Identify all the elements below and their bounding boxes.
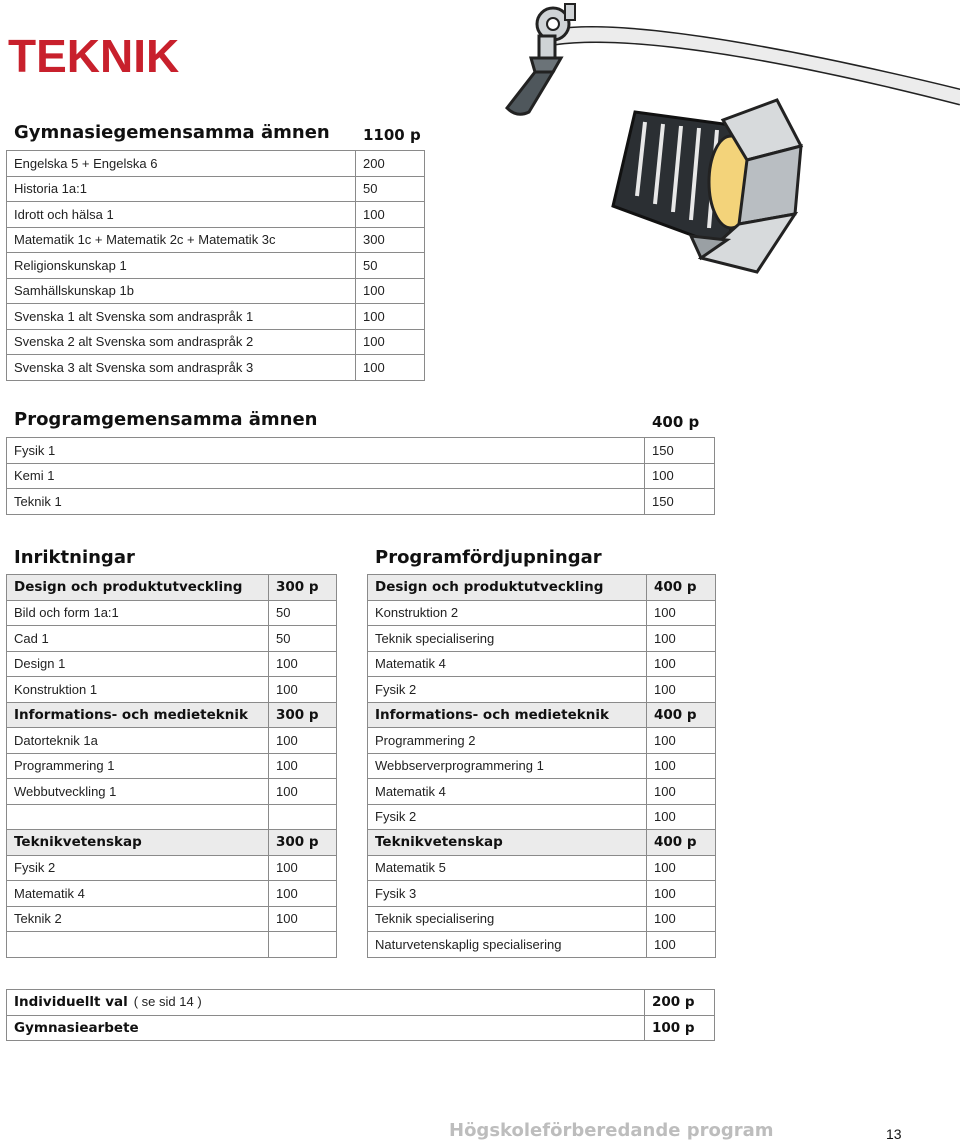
- course-name: Design och produktutveckling: [7, 575, 269, 601]
- course-points: 100: [269, 779, 337, 805]
- course-points: 100: [647, 677, 716, 703]
- course-row: [7, 779, 337, 805]
- course-points: 300: [356, 227, 425, 253]
- course-row: [368, 804, 716, 830]
- course-row: [7, 355, 425, 381]
- course-row: [7, 728, 337, 754]
- course-points: 50: [269, 600, 337, 626]
- course-name: Idrott och hälsa 1: [7, 202, 356, 228]
- page-number: 13: [886, 1126, 902, 1142]
- course-points: [269, 932, 337, 958]
- course-row: [368, 728, 716, 754]
- inr-table: [6, 574, 337, 958]
- course-row: [7, 176, 425, 202]
- course-name: Konstruktion 2: [368, 600, 647, 626]
- inr-heading: Inriktningar: [14, 547, 135, 568]
- course-name: Webbutveckling 1: [7, 779, 269, 805]
- course-points: 100: [647, 728, 716, 754]
- course-name: Bild och form 1a:1: [7, 600, 269, 626]
- course-group-row: [368, 702, 716, 728]
- course-points: 100: [269, 753, 337, 779]
- course-points: 100: [269, 728, 337, 754]
- course-row: [368, 881, 716, 907]
- course-points: 100: [647, 932, 716, 958]
- course-name: Informations- och medieteknik: [368, 702, 647, 728]
- course-points: 50: [356, 176, 425, 202]
- course-row: [368, 651, 716, 677]
- course-name: Teknikvetenskap: [7, 830, 269, 856]
- course-row: [368, 932, 716, 958]
- course-row: [7, 932, 337, 958]
- individual-choice-cell: [7, 990, 645, 1016]
- course-name: Fysik 2: [368, 804, 647, 830]
- course-name: Religionskunskap 1: [7, 253, 356, 279]
- course-name: Fysik 2: [368, 677, 647, 703]
- prog-heading: Programgemensamma ämnen: [14, 409, 318, 430]
- gym-table: [6, 150, 425, 381]
- course-points: 300 p: [269, 830, 337, 856]
- course-name: Historia 1a:1: [7, 176, 356, 202]
- course-points: 100: [269, 677, 337, 703]
- course-row: [7, 304, 425, 330]
- course-points: 400 p: [647, 830, 716, 856]
- course-group-row: [368, 830, 716, 856]
- course-name: Fysik 3: [368, 881, 647, 907]
- gym-points: 1100 p: [363, 126, 421, 144]
- course-name: Engelska 5 + Engelska 6: [7, 151, 356, 177]
- course-points: 100: [647, 600, 716, 626]
- course-points: 200: [356, 151, 425, 177]
- course-row: [7, 329, 425, 355]
- course-points: 100: [645, 463, 715, 489]
- course-row: [7, 253, 425, 279]
- course-points: 150: [645, 438, 715, 464]
- gym-heading: Gymnasiegemensamma ämnen: [14, 122, 330, 143]
- course-points: 400 p: [647, 702, 716, 728]
- course-row: [7, 151, 425, 177]
- individual-choice-points: 200 p: [645, 990, 715, 1016]
- diploma-project-row: [7, 1015, 715, 1041]
- course-name: Design 1: [7, 651, 269, 677]
- course-row: [368, 779, 716, 805]
- course-name: Webbserverprogrammering 1: [368, 753, 647, 779]
- course-row: [368, 906, 716, 932]
- course-name: [7, 804, 269, 830]
- course-row: [368, 753, 716, 779]
- course-name: Svenska 3 alt Svenska som andraspråk 3: [7, 355, 356, 381]
- course-name: Informations- och medieteknik: [7, 702, 269, 728]
- course-points: 400 p: [647, 575, 716, 601]
- course-name: Teknik specialisering: [368, 906, 647, 932]
- course-group-row: [368, 575, 716, 601]
- course-points: 100: [356, 202, 425, 228]
- course-row: [7, 881, 337, 907]
- course-row: [7, 227, 425, 253]
- course-points: [269, 804, 337, 830]
- course-row: [7, 753, 337, 779]
- course-row: [368, 600, 716, 626]
- course-name: Matematik 5: [368, 855, 647, 881]
- course-points: 100: [269, 881, 337, 907]
- course-name: Teknik specialisering: [368, 626, 647, 652]
- course-points: 50: [356, 253, 425, 279]
- course-row: [368, 626, 716, 652]
- course-row: [7, 804, 337, 830]
- course-name: Teknik 1: [7, 489, 645, 515]
- spotlight-icon: [495, 0, 960, 280]
- course-points: 100: [356, 329, 425, 355]
- course-name: Samhällskunskap 1b: [7, 278, 356, 304]
- course-points: 100: [647, 804, 716, 830]
- course-name: Teknik 2: [7, 906, 269, 932]
- course-row: [7, 626, 337, 652]
- course-points: 300 p: [269, 702, 337, 728]
- course-points: 100: [647, 651, 716, 677]
- prog-table: [6, 437, 715, 515]
- course-row: [7, 677, 337, 703]
- course-points: 100: [647, 779, 716, 805]
- pfd-heading: Programfördjupningar: [375, 547, 602, 568]
- course-row: [368, 855, 716, 881]
- diploma-project-label: Gymnasiearbete: [7, 1015, 645, 1041]
- course-name: [7, 932, 269, 958]
- course-row: [7, 202, 425, 228]
- course-group-row: [7, 575, 337, 601]
- course-name: Design och produktutveckling: [368, 575, 647, 601]
- course-points: 300 p: [269, 575, 337, 601]
- individual-choice-note: ( se sid 14 ): [133, 994, 202, 1010]
- course-row: [7, 855, 337, 881]
- summary-table: [6, 989, 715, 1041]
- footer-program-name: Högskoleförberedande program: [449, 1120, 774, 1141]
- course-name: Programmering 2: [368, 728, 647, 754]
- individual-choice-label: Individuellt val: [14, 994, 128, 1011]
- course-points: 100: [647, 881, 716, 907]
- course-name: Matematik 4: [368, 779, 647, 805]
- course-row: [7, 438, 715, 464]
- individual-choice-row: [7, 990, 715, 1016]
- course-row: [7, 489, 715, 515]
- course-name: Datorteknik 1a: [7, 728, 269, 754]
- course-group-row: [7, 702, 337, 728]
- course-row: [7, 463, 715, 489]
- course-points: 100: [647, 855, 716, 881]
- course-group-row: [7, 830, 337, 856]
- course-name: Programmering 1: [7, 753, 269, 779]
- course-row: [7, 651, 337, 677]
- course-name: Svenska 2 alt Svenska som andraspråk 2: [7, 329, 356, 355]
- course-name: Konstruktion 1: [7, 677, 269, 703]
- course-row: [7, 600, 337, 626]
- course-points: 100: [269, 906, 337, 932]
- course-row: [7, 906, 337, 932]
- course-name: Fysik 2: [7, 855, 269, 881]
- course-points: 150: [645, 489, 715, 515]
- course-points: 100: [356, 278, 425, 304]
- course-name: Matematik 4: [7, 881, 269, 907]
- course-points: 100: [647, 753, 716, 779]
- course-points: 50: [269, 626, 337, 652]
- page-title: TEKNIK: [8, 30, 180, 82]
- course-row: [368, 677, 716, 703]
- course-points: 100: [269, 855, 337, 881]
- course-name: Naturvetenskaplig specialisering: [368, 932, 647, 958]
- prog-points: 400 p: [652, 413, 700, 431]
- diploma-project-points: 100 p: [645, 1015, 715, 1041]
- course-points: 100: [647, 626, 716, 652]
- course-name: Matematik 4: [368, 651, 647, 677]
- course-points: 100: [356, 304, 425, 330]
- course-name: Svenska 1 alt Svenska som andraspråk 1: [7, 304, 356, 330]
- course-name: Kemi 1: [7, 463, 645, 489]
- course-points: 100: [647, 906, 716, 932]
- course-points: 100: [356, 355, 425, 381]
- course-row: [7, 278, 425, 304]
- course-name: Cad 1: [7, 626, 269, 652]
- pfd-table: [367, 574, 716, 958]
- course-name: Teknikvetenskap: [368, 830, 647, 856]
- course-name: Fysik 1: [7, 438, 645, 464]
- course-name: Matematik 1c + Matematik 2c + Matematik 3c: [7, 227, 356, 253]
- course-points: 100: [269, 651, 337, 677]
